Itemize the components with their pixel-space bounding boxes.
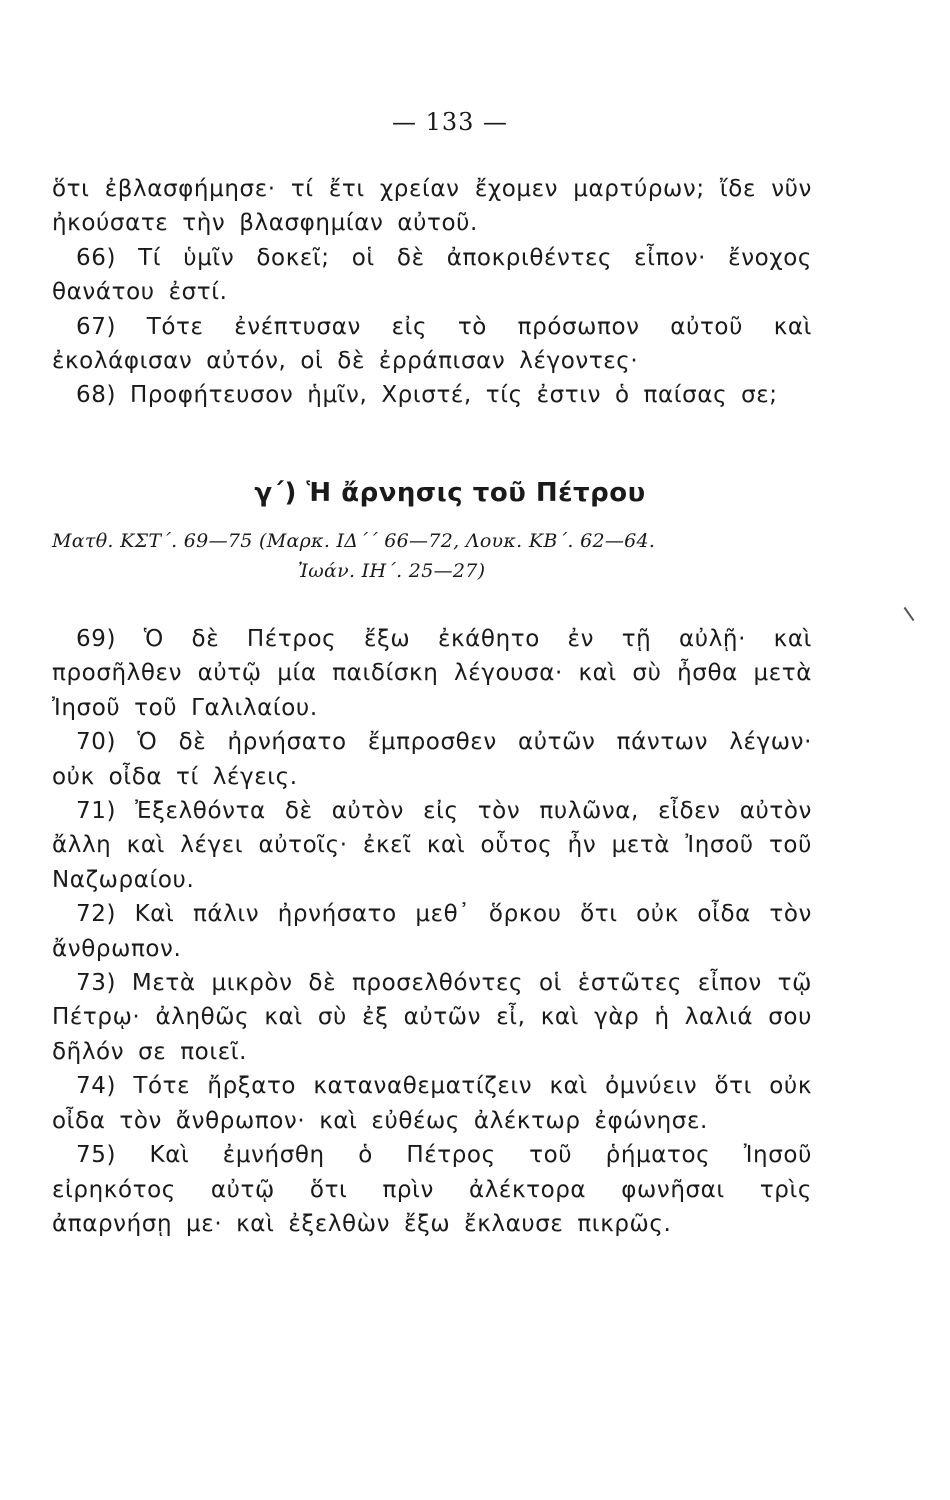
verse-73: 73) Μετὰ μικρὸν δὲ προσελθόντες οἱ ἑστῶτες εἶπον τῷ Πέτρῳ· ἀληθῶς καὶ σὺ ἐξ αὐτῶν εἶ, καὶ γὰρ ἡ λαλιά σου δῆλόν σε ποιεῖ.: [52, 970, 812, 1065]
reference-line-1: Ματθ. ΚΣΤ΄. 69—75 (Μαρκ. ΙΔ΄΄ 66—72, Λουκ. ΚΒ΄. 62—64.: [52, 530, 656, 552]
page-number: — 133 —: [391, 108, 509, 136]
verse-69: 69) Ὁ δὲ Πέτρος ἔξω ἐκάθητο ἐν τῇ αὐλῇ· καὶ προσῆλθεν αὐτῷ μία παιδίσκη λέγουσα· καὶ σὺ ἦσθα μετὰ Ἰησοῦ τοῦ Γαλιλαίου.: [52, 626, 812, 721]
top-text-block: [52, 172, 812, 413]
verse-70: 70) Ὁ δὲ ἠρνήσατο ἔμπροσθεν αὐτῶν πάντων λέγων· οὐκ οἶδα τί λέγεις.: [52, 729, 812, 790]
margin-mark: [904, 607, 915, 621]
verse-75: 75) Καὶ ἐμνήσθη ὁ Πέτρος τοῦ ῥήματος Ἰησοῦ εἰρηκότος αὐτῷ ὅτι πρὶν ἀλέκτορα φωνῆσαι τρὶς ἀπαρνήσῃ με· καὶ ἐξελθὼν ἔξω ἔκλαυσε πικρῶς.: [52, 1142, 812, 1237]
verse-71: 71) Ἐξελθόντα δὲ αὐτὸν εἰς τὸν πυλῶνα, εἶδεν αὐτὸν ἄλλη καὶ λέγει αὐτοῖς· ἐκεῖ καὶ οὗτος ἦν μετὰ Ἰησοῦ τοῦ Ναζωραίου.: [52, 798, 812, 893]
verse-66: 66) Τί ὑμῖν δοκεῖ; οἱ δὲ ἀποκριθέντες εἶπον· ἔνοχος θανάτου ἐστί.: [52, 244, 812, 306]
scripture-reference: [52, 526, 812, 586]
paragraph-continuation: ὅτι ἐβλασφήμησε· τί ἔτι χρείαν ἔχομεν μαρτύρων; ἴδε νῦν ἠκούσατε τὴν βλασφημίαν αὐτοῦ.: [52, 176, 812, 237]
section-heading: γ΄) Ἡ ἄρνησις τοῦ Πέτρου: [254, 478, 646, 508]
verse-68: 68) Προφήτευσον ἡμῖν, Χριστέ, τίς ἐστιν ὁ παίσας σε;: [76, 382, 778, 409]
bottom-text-block: [52, 622, 812, 1241]
verse-74: 74) Τότε ἤρξατο καταναθεματίζειν καὶ ὀμνύειν ὅτι οὐκ οἶδα τὸν ἄνθρωπον· καὶ εὐθέως ἀλέκτωρ ἐφώνησε.: [52, 1073, 812, 1134]
reference-line-2: Ἰωάν. ΙΗ΄. 25—27): [298, 560, 486, 582]
verse-72: 72) Καὶ πάλιν ἠρνήσατο μεθ᾿ ὅρκου ὅτι οὐκ οἶδα τὸν ἄνθρωπον.: [52, 901, 812, 962]
verse-67: 67) Τότε ἐνέπτυσαν εἰς τὸ πρόσωπον αὐτοῦ καὶ ἐκολάφισαν αὐτόν, οἱ δὲ ἐρράπισαν λέγοντες·: [52, 313, 812, 375]
